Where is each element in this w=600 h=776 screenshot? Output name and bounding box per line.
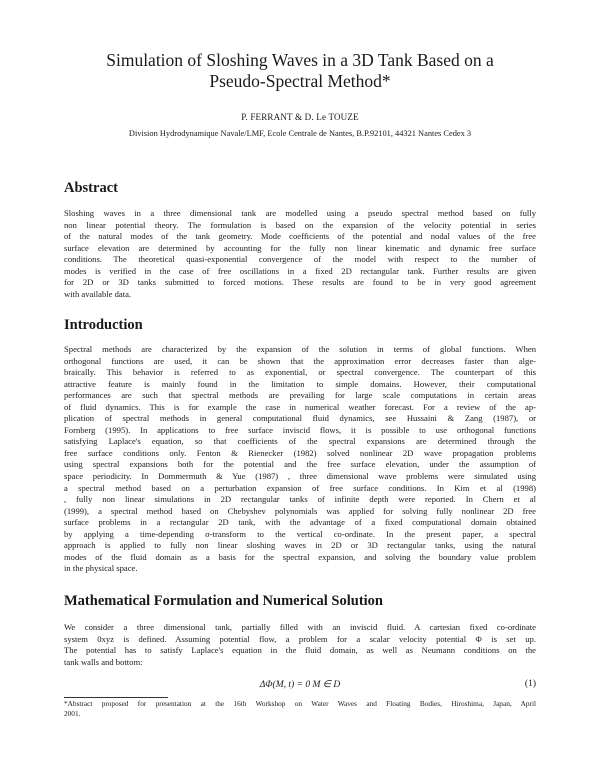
text-line: Spectral methods are characterized by the expansion of the solution in terms of global functions. When xyxy=(64,344,536,354)
text-line: The potential has to satisfy Laplace's equation in the fluid domain, as well as Neumann conditions on the xyxy=(64,645,536,656)
text-line: surface problems in a rectangular 2D tank, with the advantage of a fixed computational domain obtained xyxy=(64,517,536,528)
footnote xyxy=(64,699,536,718)
text-line: space periodicity. In Dommermuth & Yue (1987) , three dimensional wave problems were simulated using xyxy=(64,471,536,482)
text-line: performances are such that spectral methods are prevailing for large scale computations in certain areas xyxy=(64,390,536,401)
footnote-line: *Abstract proposed for presentation at the 16th Workshop on Water Waves and Floating Bodies, Hiroshima, Japan, April xyxy=(64,699,536,708)
text-line: satisfying Laplace's equation, so that coefficients of the spectral expansions are determined through the xyxy=(64,436,536,447)
text-line: conditions. The theoretical quasi-exponential convergence of the model with respect to the number of xyxy=(64,254,536,265)
equation-expression: ΔΦ(M, t) = 0 M ∈ D xyxy=(259,680,341,690)
text-line: orthogonal functions are used, it can be shown that the approximation error decreases faster than alge- xyxy=(64,355,536,366)
equation-1 xyxy=(64,679,536,693)
text-line: Sloshing waves in a three dimensional tank are modelled using a pseudo spectral method based on fully xyxy=(64,208,536,218)
text-line: with available data. xyxy=(64,288,132,299)
text-line: attractive feature is mainly found in the limitation to simple domains. However, their computational xyxy=(64,378,536,389)
text-line: a spectral method based on a perturbation expansion of free surface conditions. In Kim et al (1998) xyxy=(64,482,536,493)
equation-number: (1) xyxy=(524,679,536,689)
text-line: surface elevation are determined by accounting for the fully non linear kinematic and dynamic free surface xyxy=(64,242,536,253)
footnote-line: 2001. xyxy=(64,708,81,718)
text-line: (1999), a spectral method based on Chebyshev polynomials was applied for solving fully nonlinear 2D free xyxy=(64,505,536,516)
text-line: modes of the fluid domain as a basis for the spectral expansion, and solving the boundary value problem xyxy=(64,551,536,562)
footnote-rule xyxy=(64,697,168,698)
text-line: by applying a time-depending σ-transform to the vertical co-ordinate. In the present paper, a spectral xyxy=(64,528,536,539)
authors: P. FERRANT & D. Le TOUZE xyxy=(241,112,359,122)
text-line: using spectral expansions both for the potential and the free surface elevation, under the assumption of xyxy=(64,459,536,470)
text-line: of the natural modes of the tank geometry. Mode coefficients of the potential and nodal values of the free xyxy=(64,231,536,242)
introduction-heading: Introduction xyxy=(64,317,143,333)
text-line: We consider a three dimensional tank, partially filled with an inviscid fluid. A cartesian fixed co-ordinate xyxy=(64,622,536,632)
text-line: system 0xyz is defined. Assuming potential flow, a problem for a scalar velocity potential Φ is set up. xyxy=(64,633,536,644)
title-line-1: Simulation of Sloshing Waves in a 3D Tank Based on a xyxy=(106,50,494,70)
abstract-paragraph xyxy=(64,208,536,300)
text-line: plication of spectral methods in general computational fluid dynamics, see Hussaini & Zang (1987), or xyxy=(64,413,536,424)
text-line: in the physical space. xyxy=(64,563,138,574)
text-line: approach is applied to fully non linear sloshing waves in 2D or 3D rectangular tanks, using the natural xyxy=(64,540,536,551)
text-line: tank walls and bottom: xyxy=(64,656,143,667)
text-line: free surface conditions only. Fenton & Rienecker (1982) solved nonlinear 2D wave propagation problems xyxy=(64,447,536,458)
text-line: Fornberg (1995). In applications to free surface inviscid flows, it is possible to use orthogonal functions xyxy=(64,424,536,435)
text-line: of fluid dynamics. This is for example the case in numerical weather forecast. For a review of the ap- xyxy=(64,401,536,412)
abstract-heading: Abstract xyxy=(64,180,118,196)
text-line: for 2D or 3D tanks submitted to forced motions. These results are found to be in very good agreement xyxy=(64,277,536,288)
paper-title xyxy=(40,50,560,92)
text-line: modes is verified in the case of free oscillations in a fixed 2D rectangular tank. Further results are given xyxy=(64,265,536,276)
affiliation: Division Hydrodynamique Navale/LMF, Ecole Centrale de Nantes, B.P.92101, 44321 Nantes Cedex 3 xyxy=(128,129,472,138)
formulation-heading: Mathematical Formulation and Numerical Solution xyxy=(64,593,383,609)
formulation-paragraph xyxy=(64,622,536,668)
text-line: non linear potential theory. The formulation is based on the expansion of the velocity potential in series xyxy=(64,219,536,230)
text-line: , fully non linear simulations in 2D rectangular tanks of infinite depth were reported. In Chern et al xyxy=(64,494,536,505)
text-line: braically. This behavior is referred to as exponential, or spectral convergence. The counterpart of this xyxy=(64,367,536,378)
title-line-2: Pseudo-Spectral Method* xyxy=(209,71,391,91)
introduction-paragraph xyxy=(64,344,536,575)
